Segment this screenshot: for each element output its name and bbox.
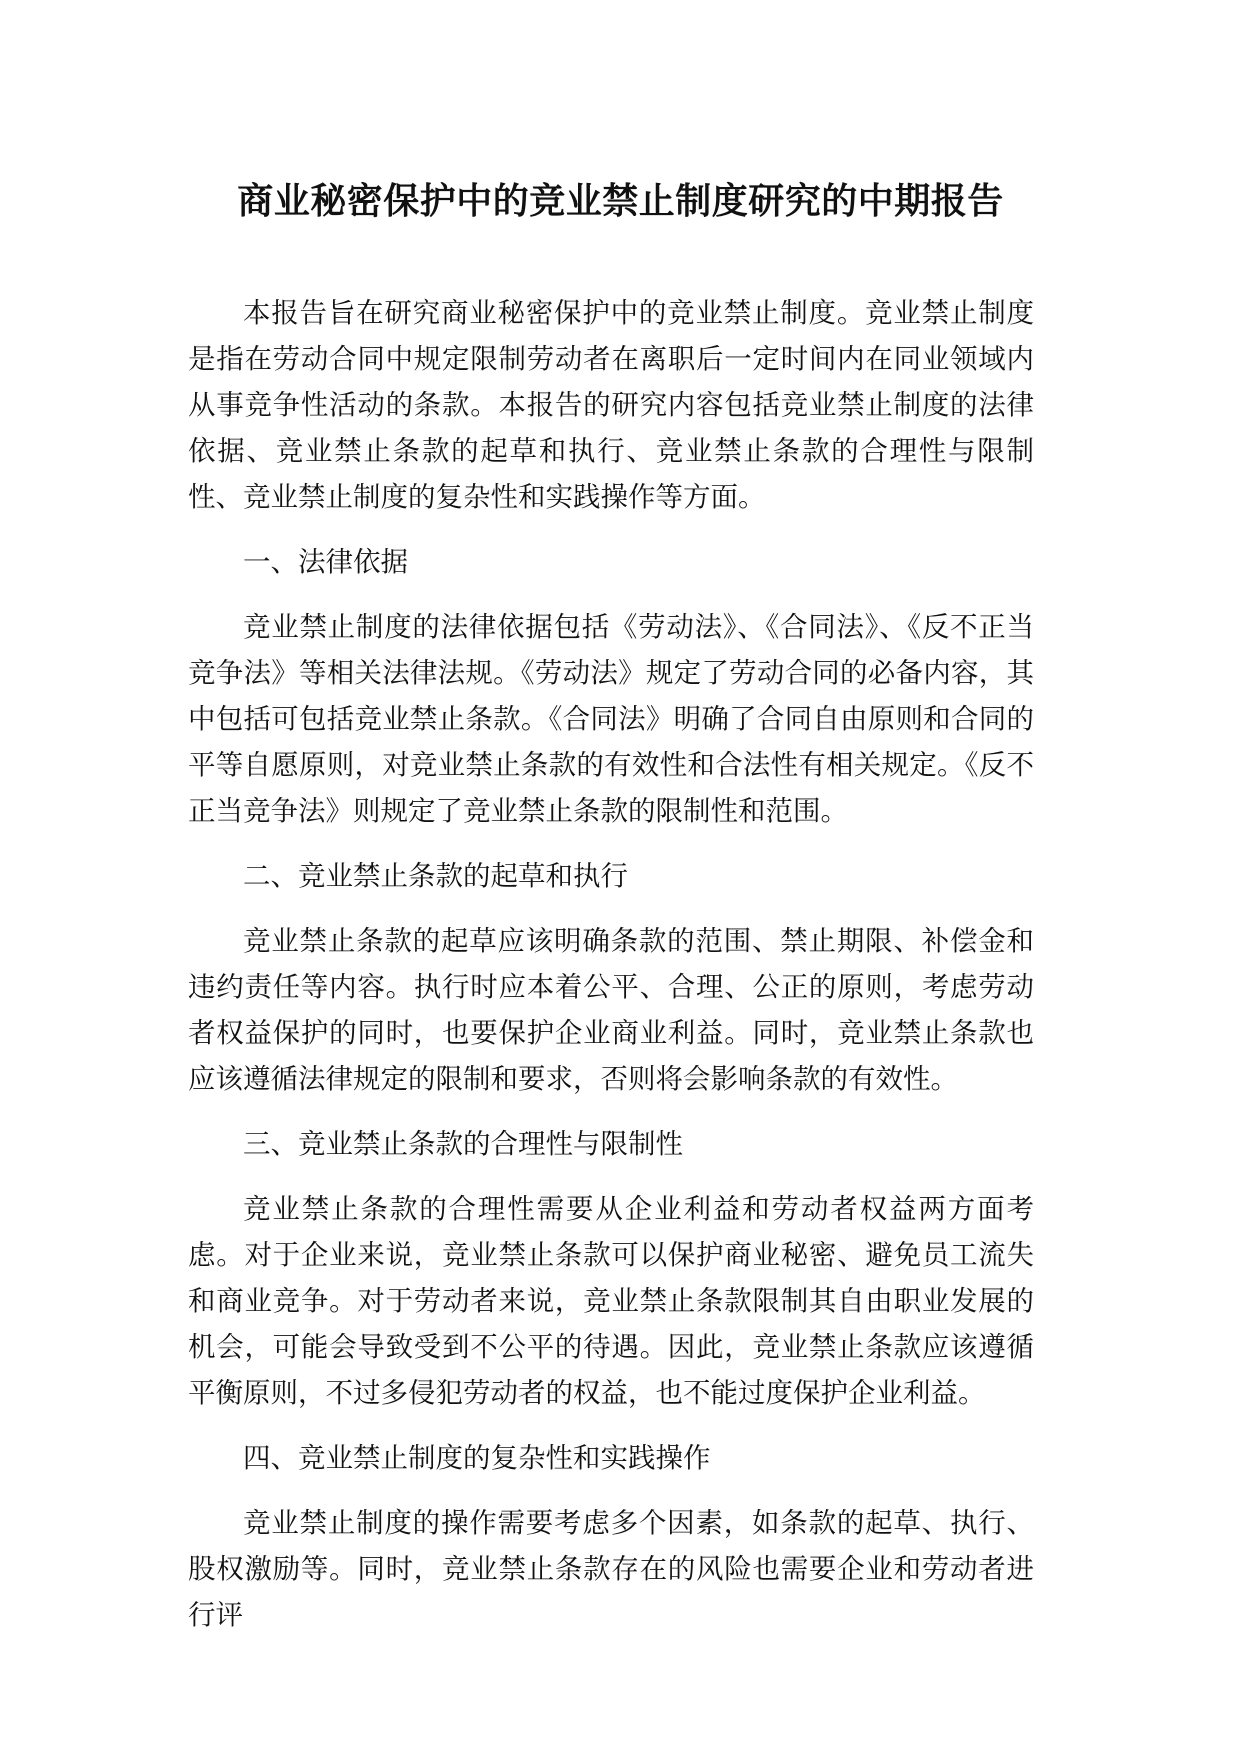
section-heading-complexity-practice: 四、竞业禁止制度的复杂性和实践操作 xyxy=(243,1442,711,1474)
section-heading-drafting-execution: 二、竞业禁止条款的起草和执行 xyxy=(243,860,628,892)
section-body-complexity-practice: 竞业禁止制度的操作需要考虑多个因素，如条款的起草、执行、股权激励等。同时，竞业禁止条款存在的风险也需要企业和劳动者进行评 xyxy=(188,1507,1034,1631)
section-body-legal-basis: 竞业禁止制度的法律依据包括《劳动法》、《合同法》、《反不正当竞争法》等相关法律法规。《劳动法》规定了劳动合同的必备内容，其中包括可包括竞业禁止条款。《合同法》明确了合同自由原则和合同的平等自愿原则，对竞业禁止条款的有效性和合法性有相关规定。《反不正当竞争法》则规定了竞业禁止条款的限制性和范围。 xyxy=(188,611,1034,827)
document-title: 商业秘密保护中的竞业禁止制度研究的中期报告 xyxy=(237,181,1004,222)
section-body-reasonableness: 竞业禁止条款的合理性需要从企业利益和劳动者权益两方面考虑。对于企业来说，竞业禁止条款可以保护商业秘密、避免员工流失和商业竞争。对于劳动者来说，竞业禁止条款限制其自由职业发展的机会，可能会导致受到不公平的待遇。因此，竞业禁止条款应该遵循平衡原则，不过多侵犯劳动者的权益，也不能过度保护企业利益。 xyxy=(188,1193,1034,1409)
document-body xyxy=(188,290,1034,1657)
section-heading-legal-basis: 一、法律依据 xyxy=(243,546,408,578)
section-body-drafting-execution: 竞业禁止条款的起草应该明确条款的范围、禁止期限、补偿金和违约责任等内容。执行时应本着公平、合理、公正的原则，考虑劳动者权益保护的同时，也要保护企业商业利益。同时，竞业禁止条款也应该遵循法律规定的限制和要求，否则将会影响条款的有效性。 xyxy=(188,925,1034,1095)
intro-paragraph: 本报告旨在研究商业秘密保护中的竞业禁止制度。竞业禁止制度是指在劳动合同中规定限制劳动者在离职后一定时间内在同业领域内从事竞争性活动的条款。本报告的研究内容包括竞业禁止制度的法律依据、竞业禁止条款的起草和执行、竞业禁止条款的合理性与限制性、竞业禁止制度的复杂性和实践操作等方面。 xyxy=(188,297,1034,513)
section-heading-reasonableness: 三、竞业禁止条款的合理性与限制性 xyxy=(243,1128,683,1160)
